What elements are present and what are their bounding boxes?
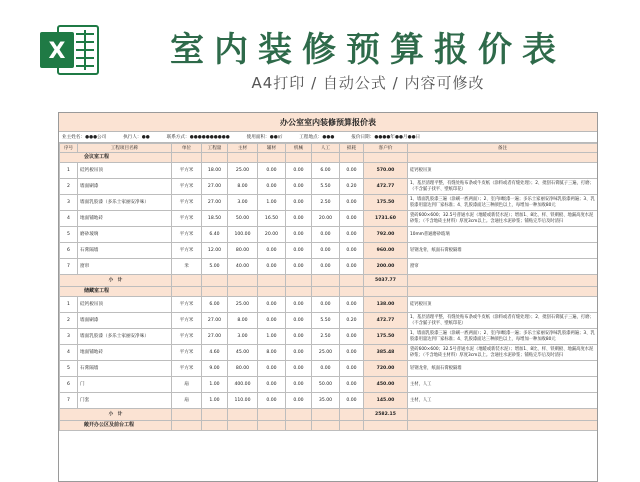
cell-no: 3 xyxy=(60,195,78,211)
cell-main: 110.00 xyxy=(228,393,258,409)
cell-mech: 0.00 xyxy=(286,259,312,275)
col-header: 客户价 xyxy=(364,144,408,153)
cell-name: 窗帘 xyxy=(78,259,172,275)
cell-no: 7 xyxy=(60,393,78,409)
empty-cell xyxy=(312,421,340,431)
cell-qty: 6.40 xyxy=(202,227,228,243)
table-row xyxy=(60,195,598,211)
cell-aux: 16.50 xyxy=(258,211,286,227)
cell-unit: 平方米 xyxy=(172,297,202,313)
table-row xyxy=(60,297,598,313)
cell-no: 3 xyxy=(60,329,78,345)
cell-labor: 0.00 xyxy=(312,243,340,259)
section-header-row xyxy=(60,153,598,163)
cell-price: 145.00 xyxy=(364,393,408,409)
cell-note: 瓷砖600×600；32.5号普通水泥（地暖或新装水泥）；增加1、8比、样、铁刺板、地漏高度水泥砂浆；（不含地砖主材料）厚度3cm以上。含通往水泥砂浆；铺贴完毕后及时清扫 xyxy=(408,211,598,227)
cell-unit: 平方米 xyxy=(172,313,202,329)
sheet-title: 办公室室内装修预算报价表 xyxy=(59,113,597,132)
cell-labor: 5.50 xyxy=(312,179,340,195)
cell-loss: 0.20 xyxy=(340,313,364,329)
cell-unit: 平方米 xyxy=(172,163,202,179)
cell-labor: 6.00 xyxy=(312,163,340,179)
empty-cell xyxy=(408,409,598,421)
section-title: 敞开办公区及前台工程 xyxy=(60,421,172,431)
cell-labor: 0.00 xyxy=(312,259,340,275)
subtotal-value: 2582.15 xyxy=(364,409,408,421)
table-row xyxy=(60,393,598,409)
svg-text:X: X xyxy=(48,39,66,64)
empty-cell xyxy=(228,153,258,163)
section-header-row xyxy=(60,421,598,431)
executor: 执行人：●● xyxy=(123,135,150,140)
cell-loss: 0.00 xyxy=(340,259,364,275)
cell-loss: 0.00 xyxy=(340,345,364,361)
cell-unit: 平方米 xyxy=(172,345,202,361)
empty-cell xyxy=(340,409,364,421)
cell-note: 1、基层清理平整，有缝处贴布条或牛皮纸（涂料或者有缝处理）；2、批刮石膏腻子三遍，打磨；（不含腻子找平、壁纸印花） xyxy=(408,179,598,195)
cell-qty: 18.00 xyxy=(202,163,228,179)
table-row xyxy=(60,259,598,275)
cell-mech: 0.00 xyxy=(286,345,312,361)
subtotal-label: 小 计 xyxy=(60,275,172,287)
cell-name: 地面铺地砖 xyxy=(78,211,172,227)
cell-aux: 0.00 xyxy=(258,297,286,313)
empty-cell xyxy=(340,153,364,163)
cell-mech: 0.00 xyxy=(286,393,312,409)
cell-loss: 0.00 xyxy=(340,377,364,393)
subtotal-label: 小 计 xyxy=(60,409,172,421)
cell-loss: 0.00 xyxy=(340,393,364,409)
cell-loss: 0.00 xyxy=(340,329,364,345)
cell-unit: 平方米 xyxy=(172,243,202,259)
empty-cell xyxy=(286,287,312,297)
cell-unit: 平方米 xyxy=(172,361,202,377)
cell-main: 8.00 xyxy=(228,313,258,329)
cell-qty: 12.00 xyxy=(202,243,228,259)
cell-loss: 0.00 xyxy=(340,227,364,243)
cell-main: 80.00 xyxy=(228,243,258,259)
cell-price: 175.50 xyxy=(364,329,408,345)
subtotal-value: 5037.77 xyxy=(364,275,408,287)
cell-labor: 20.00 xyxy=(312,211,340,227)
cell-labor: 2.50 xyxy=(312,329,340,345)
cell-main: 100.00 xyxy=(228,227,258,243)
empty-cell xyxy=(172,421,202,431)
cell-mech: 0.00 xyxy=(286,227,312,243)
empty-cell xyxy=(228,287,258,297)
cell-no: 7 xyxy=(60,259,78,275)
cell-no: 6 xyxy=(60,377,78,393)
cell-note: 瓷砖600×600；32.5号普通水泥（地暖或新装水泥）；增加1、8比、样、铁刺板、地漏高度水泥砂浆；（不含地砖主材料）厚度3cm以上。含通往水泥砂浆；铺贴完毕后及时清扫 xyxy=(408,345,598,361)
cell-loss: 0.00 xyxy=(340,211,364,227)
empty-cell xyxy=(172,409,202,421)
client-name: 业主姓名：●●●公司 xyxy=(62,135,107,140)
cell-price: 720.00 xyxy=(364,361,408,377)
cell-unit: 平方米 xyxy=(172,195,202,211)
col-header: 辅材 xyxy=(258,144,286,153)
cell-main: 25.00 xyxy=(228,297,258,313)
cell-aux: 0.00 xyxy=(258,179,286,195)
empty-cell xyxy=(202,421,228,431)
cell-name: 硅钙板吊顶 xyxy=(78,297,172,313)
empty-cell xyxy=(364,287,408,297)
cell-qty: 1.00 xyxy=(202,377,228,393)
cell-mech: 0.00 xyxy=(286,297,312,313)
table-row xyxy=(60,163,598,179)
table-row xyxy=(60,377,598,393)
empty-cell xyxy=(364,421,408,431)
cell-aux: 0.00 xyxy=(258,313,286,329)
quote-date: 报价日期：●●●●年●●月●●日 xyxy=(351,135,421,140)
cell-name: 石膏隔墙 xyxy=(78,361,172,377)
cell-loss: 0.00 xyxy=(340,361,364,377)
empty-cell xyxy=(228,421,258,431)
empty-cell xyxy=(172,153,202,163)
subtotal-row xyxy=(60,409,598,421)
empty-cell xyxy=(340,287,364,297)
cell-labor: 5.50 xyxy=(312,313,340,329)
table-row xyxy=(60,179,598,195)
cell-no: 2 xyxy=(60,179,78,195)
cell-aux: 0.00 xyxy=(258,243,286,259)
cell-qty: 1.00 xyxy=(202,393,228,409)
empty-cell xyxy=(202,275,228,287)
cell-unit: 平方米 xyxy=(172,227,202,243)
empty-cell xyxy=(408,275,598,287)
cell-no: 1 xyxy=(60,163,78,179)
col-header: 序号 xyxy=(60,144,78,153)
cell-price: 570.00 xyxy=(364,163,408,179)
cell-price: 1731.60 xyxy=(364,211,408,227)
cell-name: 墙面乳胶漆（多乐士家丽安净味） xyxy=(78,195,172,211)
empty-cell xyxy=(340,421,364,431)
cell-qty: 27.00 xyxy=(202,313,228,329)
cell-unit: 平方米 xyxy=(172,179,202,195)
cell-price: 472.77 xyxy=(364,313,408,329)
cell-mech: 0.00 xyxy=(286,329,312,345)
cell-labor: 25.00 xyxy=(312,345,340,361)
cell-labor: 0.00 xyxy=(312,227,340,243)
empty-cell xyxy=(202,153,228,163)
empty-cell xyxy=(228,275,258,287)
cell-loss: 0.00 xyxy=(340,163,364,179)
cell-mech: 0.00 xyxy=(286,163,312,179)
cell-name: 墙面刷漆 xyxy=(78,179,172,195)
cell-no: 2 xyxy=(60,313,78,329)
cell-note: 10mm普通磨砂玻璃 xyxy=(408,227,598,243)
empty-cell xyxy=(258,409,286,421)
cell-unit: 平方米 xyxy=(172,211,202,227)
table-row xyxy=(60,227,598,243)
cell-main: 40.00 xyxy=(228,259,258,275)
empty-cell xyxy=(408,287,598,297)
cell-name: 墙面乳胶漆（多乐士家丽安净味） xyxy=(78,329,172,345)
sheet-info-row xyxy=(59,132,597,143)
cell-loss: 0.20 xyxy=(340,179,364,195)
cell-unit: 米 xyxy=(172,259,202,275)
empty-cell xyxy=(258,153,286,163)
spreadsheet-preview xyxy=(58,112,598,482)
cell-mech: 0.00 xyxy=(286,179,312,195)
col-header: 备注 xyxy=(408,144,598,153)
cell-labor: 35.00 xyxy=(312,393,340,409)
cell-price: 138.00 xyxy=(364,297,408,313)
cell-note: 轻钢龙骨，纸面石膏板隔墙 xyxy=(408,243,598,259)
cell-main: 3.00 xyxy=(228,329,258,345)
cell-labor: 0.00 xyxy=(312,297,340,313)
empty-cell xyxy=(312,153,340,163)
cell-no: 6 xyxy=(60,243,78,259)
empty-cell xyxy=(286,421,312,431)
cell-note: 轻钢龙骨，纸面石膏板隔墙 xyxy=(408,361,598,377)
cell-unit: 扇 xyxy=(172,377,202,393)
cell-name: 门套 xyxy=(78,393,172,409)
cell-mech: 0.00 xyxy=(286,243,312,259)
col-header: 工程项目名称 xyxy=(78,144,172,153)
cell-note: 主材，人工 xyxy=(408,377,598,393)
location: 工程地点：●●● xyxy=(299,135,335,140)
col-header: 机械 xyxy=(286,144,312,153)
empty-cell xyxy=(312,275,340,287)
cell-aux: 0.00 xyxy=(258,361,286,377)
cell-name: 磨砂玻璃 xyxy=(78,227,172,243)
cell-aux: 0.00 xyxy=(258,377,286,393)
table-row xyxy=(60,313,598,329)
empty-cell xyxy=(258,421,286,431)
cell-main: 80.00 xyxy=(228,361,258,377)
area: 使用面积：●●㎡ xyxy=(246,135,283,140)
cell-qty: 27.00 xyxy=(202,329,228,345)
cell-aux: 0.00 xyxy=(258,393,286,409)
empty-cell xyxy=(408,421,598,431)
cell-price: 960.00 xyxy=(364,243,408,259)
cell-loss: 0.00 xyxy=(340,243,364,259)
budget-table xyxy=(59,143,598,431)
cell-aux: 0.00 xyxy=(258,163,286,179)
empty-cell xyxy=(340,275,364,287)
cell-aux: 20.00 xyxy=(258,227,286,243)
col-header: 损耗 xyxy=(340,144,364,153)
empty-cell xyxy=(408,153,598,163)
cell-labor: 0.00 xyxy=(312,361,340,377)
cell-loss: 0.00 xyxy=(340,195,364,211)
col-header: 工程量 xyxy=(202,144,228,153)
excel-icon xyxy=(38,22,100,78)
cell-main: 400.00 xyxy=(228,377,258,393)
cell-mech: 0.00 xyxy=(286,361,312,377)
empty-cell xyxy=(312,287,340,297)
table-row xyxy=(60,329,598,345)
empty-cell xyxy=(258,287,286,297)
cell-no: 5 xyxy=(60,361,78,377)
cell-name: 墙面刷漆 xyxy=(78,313,172,329)
section-header-row xyxy=(60,287,598,297)
empty-cell xyxy=(172,275,202,287)
empty-cell xyxy=(286,153,312,163)
cell-main: 45.00 xyxy=(228,345,258,361)
cell-note: 硅钙板吊顶 xyxy=(408,297,598,313)
cell-mech: 0.00 xyxy=(286,377,312,393)
cell-name: 石膏隔墙 xyxy=(78,243,172,259)
section-title: 储藏室工程 xyxy=(60,287,172,297)
page-subtitle: A4打印 / 自动公式 / 内容可修改 xyxy=(251,74,485,92)
empty-cell xyxy=(364,153,408,163)
cell-mech: 0.00 xyxy=(286,313,312,329)
cell-name: 硅钙板吊顶 xyxy=(78,163,172,179)
cell-price: 175.50 xyxy=(364,195,408,211)
cell-no: 4 xyxy=(60,211,78,227)
empty-cell xyxy=(258,275,286,287)
cell-unit: 平方米 xyxy=(172,329,202,345)
cell-qty: 5.00 xyxy=(202,259,228,275)
table-row xyxy=(60,243,598,259)
cell-name: 地面铺地砖 xyxy=(78,345,172,361)
cell-note: 窗帘 xyxy=(408,259,598,275)
table-row xyxy=(60,361,598,377)
cell-note: 1、墙面乳胶漆三遍（涂刷一底两面）；2、室内II级漆一遍；多乐士家丽安净味乳胶漆两遍；3、乳胶漆用量达到厂家标准；4、乳胶漆面达三种颜色以上，每增加一种加收80元 xyxy=(408,195,598,211)
cell-price: 792.00 xyxy=(364,227,408,243)
cell-aux: 1.00 xyxy=(258,329,286,345)
cell-note: 1、基层清理平整，有缝处贴布条或牛皮纸（涂料或者有缝处理）；2、批刮石膏腻子三遍，打磨；（不含腻子找平、壁纸印花） xyxy=(408,313,598,329)
empty-cell xyxy=(228,409,258,421)
cell-price: 200.00 xyxy=(364,259,408,275)
section-title: 会议室工程 xyxy=(60,153,172,163)
cell-name: 门 xyxy=(78,377,172,393)
empty-cell xyxy=(286,275,312,287)
cell-qty: 4.60 xyxy=(202,345,228,361)
page-header xyxy=(0,0,640,112)
cell-aux: 8.00 xyxy=(258,345,286,361)
cell-qty: 9.00 xyxy=(202,361,228,377)
cell-mech: 0.00 xyxy=(286,211,312,227)
page-title: 室内装修预算报价表 xyxy=(170,30,566,70)
subtotal-row xyxy=(60,275,598,287)
empty-cell xyxy=(202,409,228,421)
cell-qty: 6.00 xyxy=(202,297,228,313)
cell-no: 1 xyxy=(60,297,78,313)
cell-mech: 0.00 xyxy=(286,195,312,211)
col-header: 人工 xyxy=(312,144,340,153)
table-row xyxy=(60,345,598,361)
cell-aux: 0.00 xyxy=(258,259,286,275)
table-header-row xyxy=(60,144,598,153)
cell-main: 25.00 xyxy=(228,163,258,179)
cell-aux: 1.00 xyxy=(258,195,286,211)
empty-cell xyxy=(172,287,202,297)
cell-qty: 18.50 xyxy=(202,211,228,227)
cell-price: 472.77 xyxy=(364,179,408,195)
cell-main: 3.00 xyxy=(228,195,258,211)
cell-note: 1、墙面乳胶漆三遍（涂刷一底两面）；2、室内II级漆一遍；多乐士家丽安净味乳胶漆两遍；3、乳胶漆用量达到厂家标准；4、乳胶漆面达三种颜色以上，每增加一种加收80元 xyxy=(408,329,598,345)
empty-cell xyxy=(286,409,312,421)
cell-qty: 27.00 xyxy=(202,195,228,211)
col-header: 单位 xyxy=(172,144,202,153)
cell-loss: 0.00 xyxy=(340,297,364,313)
cell-unit: 扇 xyxy=(172,393,202,409)
cell-no: 5 xyxy=(60,227,78,243)
cell-price: 385.48 xyxy=(364,345,408,361)
contact: 联系方式：●●●●●●●●●● xyxy=(166,135,230,140)
cell-note: 硅钙板吊顶 xyxy=(408,163,598,179)
cell-note: 主材，人工 xyxy=(408,393,598,409)
cell-labor: 50.00 xyxy=(312,377,340,393)
empty-cell xyxy=(312,409,340,421)
table-row xyxy=(60,211,598,227)
cell-main: 50.00 xyxy=(228,211,258,227)
cell-price: 450.00 xyxy=(364,377,408,393)
cell-qty: 27.00 xyxy=(202,179,228,195)
cell-no: 4 xyxy=(60,345,78,361)
cell-main: 8.00 xyxy=(228,179,258,195)
col-header: 主材 xyxy=(228,144,258,153)
cell-labor: 2.50 xyxy=(312,195,340,211)
empty-cell xyxy=(202,287,228,297)
